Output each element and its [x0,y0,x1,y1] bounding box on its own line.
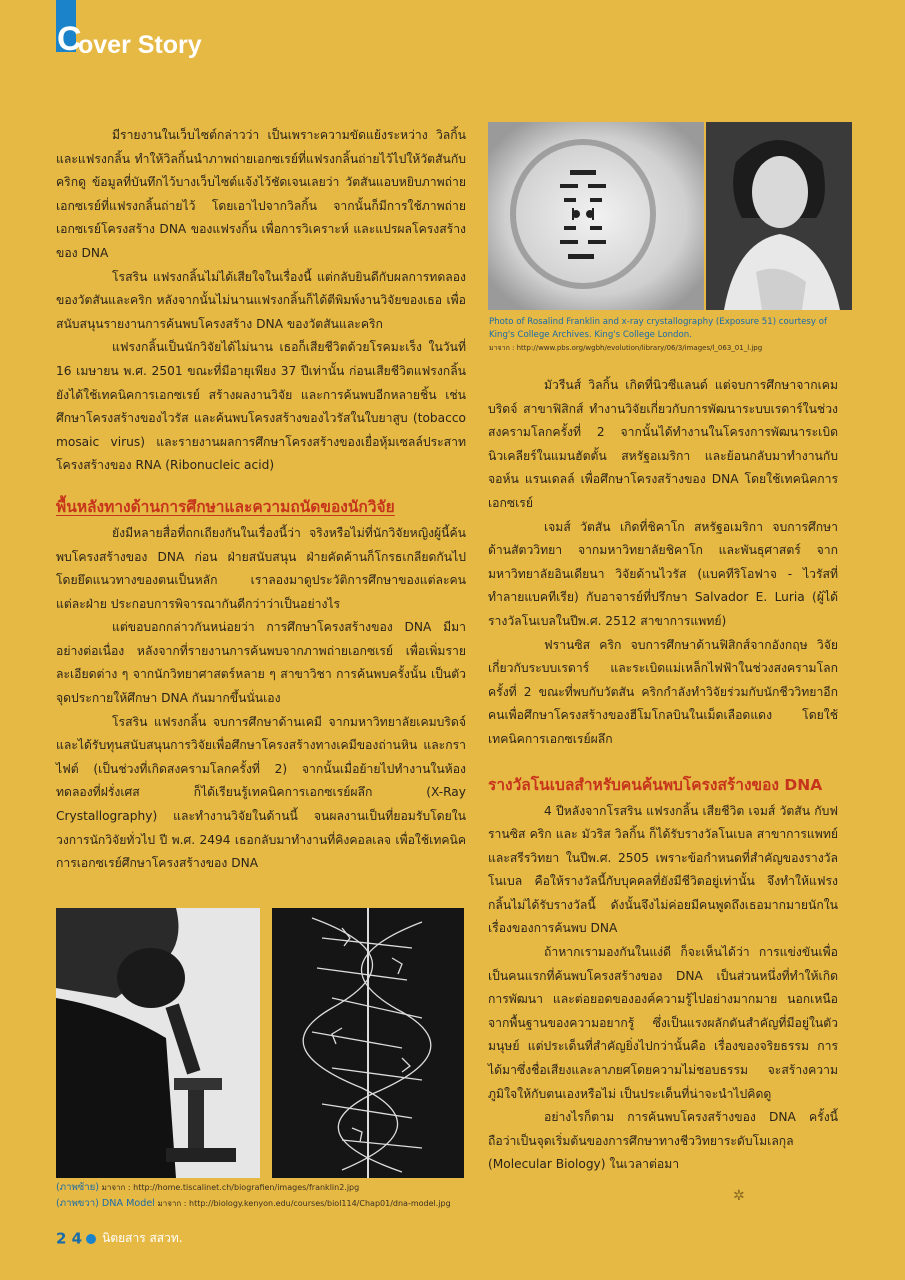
caption-line-right [56,1196,476,1212]
xray-diffraction-photo [488,122,704,310]
top-photo-caption [489,316,845,355]
paragraph: โรสริน แฟรงกลิ้น จบการศึกษาด้านเคมี จากมหาวิทยาลัยเคมบริดจ์ และได้รับทุนสนับสนุนการวิจัยเพื่อศึกษาโครงสร้างทางเคมีของถ่านหิน และกราไฟต์ (เป็นช่วงที่เกิดสงครามโลกครั้งที่ 2) จากนั้นเมื่อย้ายไปทำงานในห้องทดลองที่ฝรั่งเศส ก็ได้เรียนรู้เทคนิคการเอกซเรย์ผลึก (X-Ray Crystallography) และทำงานวิจัยในด้านนี้ จนผลงานเป็นที่ยอมรับโดยในวงการนักวิจัยทั่วไป ปี พ.ศ. 2494 เธอกลับมาทำงานที่คิงคอลเลจ เพื่อใช้เทคนิคการเอกซเรย์ศึกษาโครงสร้างของ DNA [56,714,466,871]
section-heading: พื้นหลังทางด้านการศึกษาและความถนัดของนักวิจัย [56,497,395,516]
header-title-initial: C [57,20,82,58]
page-footer [56,1228,183,1248]
paragraph: มีรายงานในเว็บไซต์กล่าวว่า เป็นเพราะความขัดแย้งระหว่าง วิลกิ้น และแฟรงกลิ้น ทำให้วิลกิ้นนำภาพถ่ายเอกซเรย์ที่แฟรงกลิ้นถ่ายไว้ไปให้วัตสันกับคริกดู ข้อมูลที่บันทึกไว้บางเว็บไซต์แจ้งไว้ชัดเจนเลยว่า วัตสันแอบหยิบภาพถ่ายเอกซเรย์ที่แฟรงกลิ้นถ่ายไว้ โดยเอาไปจากวิลกิ้น จากนั้นก็มีการใช้ภาพถ่ายเอกซเรย์โครงสร้าง DNA ของแฟรงกิ้น เพื่อการวิเคราะห์ และแปรผลโครงสร้างของ DNA [56,128,466,260]
caption-label: (ภาพซ้าย) [56,1182,100,1193]
left-column [56,124,466,876]
paragraph: ฟรานซิส คริก จบการศึกษาด้านฟิสิกส์จากอังกฤษ วิจัยเกี่ยวกับระบบเรดาร์ และระเบิดแม่เหล็กไฟฟ้าในช่วงสงครามโลกครั้งที่ 2 ขณะที่พบกับวัตสัน คริกกำลังทำวิจัยร่วมกับนักชีววิทยาอีกคนเพื่อศึกษาโครงสร้างของฮีโมโกลบินในเม็ดเลือดแดง โดยใช้เทคนิคการเอกซเรย์ผลึก [488,637,838,746]
dna-model-photo [272,908,464,1178]
end-ornament-icon: ✲ [733,1188,745,1204]
caption-line-left [56,1180,476,1196]
rosalind-franklin-photo [706,122,852,310]
paragraph: แฟรงกลิ้นเป็นนักวิจัยได้ไม่นาน เธอก็เสียชีวิตด้วยโรคมะเร็ง ในวันที่ 16 เมษายน พ.ศ. 2501 ขณะที่มีอายุเพียง 37 ปีเท่านั้น ก่อนเสียชีวิตแฟรงกลิ้นยังได้ใช้เทคนิคการเอกซเรย์ สร้างผลงานวิจัย และการค้นพบอีกหลายชิ้น เช่น ศึกษาโครงสร้างของไวรัส และค้นพบโครงสร้างของไวรัสในใบยาสูบ (tobacco mosaic virus) และรายงานผลการศึกษาโครงสร้างของเยื่อหุ้มเซลล์ประสาท โครงสร้างของ RNA (Ribonucleic acid) [56,340,466,473]
caption-text: Photo of Rosalind Franklin and x-ray crystallography (Exposure 51) courtesy of King's College Archives. King's College London. [489,317,828,340]
header-title: over Story [78,31,202,59]
footer-dot-icon [86,1234,96,1244]
bottom-photo-caption [56,1180,476,1212]
caption-label: (ภาพขวา) DNA Model [56,1198,155,1209]
paragraph: 4 ปีหลังจากโรสริน แฟรงกลิ้น เสียชีวิต เจมส์ วัตสัน กับฟรานซิส คริก และ มัวริส วิลกิ้น ก็ได้รับรางวัลโนเบล สาขาการแพทย์และสรีรวิทยา ในปีพ.ศ. 2505 เพราะข้อกำหนดที่สำคัญของรางวัลโนเบล คือให้รางวัลนี้กับบุคคลที่ยังมีชีวิตอยู่เท่านั้น จึงทำให้แฟรงกลิ้นไม่ได้รับรางวัลนี้ ดังนั้นจึงไม่ค่อยมีคนพูดถึงเธอมากมายนักในเรื่องของการค้นพบ DNA [488,803,838,936]
caption-source: มาจาก : http://biology.kenyon.edu/courses/biol114/Chap01/dna-model.jpg [157,1199,451,1208]
right-column [488,374,838,1177]
microscope-photo [56,908,260,1178]
paragraph: อย่างไรก็ตาม การค้นพบโครงสร้างของ DNA ครั้งนี้ ถือว่าเป็นจุดเริ่มต้นของการศึกษาทางชีววิทยาระดับโมเลกุล (Molecular Biology) ในเวลาต่อมา [488,1110,838,1172]
page-number: 2 4 [56,1229,83,1248]
paragraph: เจมส์ วัตสัน เกิดที่ชิคาโก สหรัฐอเมริกา จบการศึกษาด้านสัตววิทยา จากมหาวิทยาลัยชิคาโก และพันธุศาสตร์ จากมหาวิทยาลัยอินเดียนา วิจัยด้านไวรัส (แบคทีริโอฟาจ - ไวรัสที่ทำลายแบคทีเรีย) กับอาจารย์ที่ปรึกษา Salvador E. Luria (ผู้ได้รางวัลโนเบลในปีพ.ศ. 2512 สาขาการแพทย์) [488,519,838,628]
caption-source: มาจาก : http://www.pbs.org/wgbh/evolution/library/06/3/images/l_063_01_l.jpg [489,344,763,352]
section-heading: รางวัลโนเบลสำหรับคนค้นพบโครงสร้างของ DNA [488,775,823,794]
caption-source: มาจาก : http://home.tiscalinet.ch/biografien/images/franklin2.jpg [101,1183,360,1192]
paragraph: ถ้าหากเรามองกันในแง่ดี ก็จะเห็นได้ว่า การแข่งขันเพื่อเป็นคนแรกที่ค้นพบโครงสร้างของ DNA เป็นส่วนหนึ่งที่ทำให้เกิดการพัฒนา และต่อยอดขององค์ความรู้ไปอย่างมากมาย นอกเหนือจากพื้นฐานของความอยากรู้ ซึ่งเป็นแรงผลักดันสำคัญที่มีอยู่ในตัวมนุษย์ แต่ประเด็นที่สำคัญยิ่งไปกว่านั้นคือ เรื่องของจริยธรรม การได้มาซึ่งชื่อเสียงและลาภยศโดยความไม่ชอบธรรม จะสร้างความภูมิใจให้กับตนเองหรือไม่ เป็นประเด็นที่น่าจะนำไปคิดดู [488,945,838,1101]
paragraph: แต่ขอบอกกล่าวกันหน่อยว่า การศึกษาโครงสร้างของ DNA มีมาอย่างต่อเนื่อง หลังจากที่รายงานการค้นพบจากภาพถ่ายเอกซเรย์ เพื่อเพิ่มรายละเอียดต่าง ๆ จากนักวิทยาศาสตร์หลาย ๆ สาขาวิชา การค้นพบครั้งนั้น เป็นตัวจุดประกายให้ศึกษา DNA กันมากขึ้นนั่นเอง [56,620,466,706]
magazine-name: นิตยสาร สสวท. [102,1231,183,1245]
paragraph: ยังมีหลายสื่อที่ถกเถียงกันในเรื่องนี้ว่า จริงหรือไม่ที่นักวิจัยหญิงผู้นี้ค้นพบโครงสร้างของ DNA ก่อน ฝ่ายสนับสนุน ฝ่ายคัดค้านก็โกรธเกลียดกันไป โดยยึดแนวทางของตนเป็นหลัก เราลองมาดูประวัติการศึกษาของแต่ละคนแต่ละฝ่าย ประกอบการพิจารณากันดีกว่าว่าเป็นอย่างไร [56,525,466,611]
paragraph: โรสริน แฟรงกลิ้นไม่ได้เสียใจในเรื่องนี้ แต่กลับยินดีกับผลการทดลองของวัตสันและคริก หลังจากนั้นไม่นานแฟรงกลิ้นก็ได้ตีพิมพ์งานวิจัยของเธอ เพื่อสนับสนุนรายงานการค้นพบโครงสร้าง DNA ของวัตสันและคริก [56,269,466,331]
paragraph: มัวรีนส์ วิลกิ้น เกิดที่นิวซีแลนด์ แต่จบการศึกษาจากเคมบริดจ์ สาขาฟิสิกส์ ทำงานวิจัยเกี่ยวกับการพัฒนาระบบเรดาร์ในช่วงสงครามโลกครั้งที่ 2 จากนั้นได้ทำงานในโครงการพัฒนาระเบิดนิวเคลียร์ในแมนฮัตตั้น สหรัฐอเมริกา และย้อนกลับมาทำงานกับจอห์น แรนเดลล์ เพื่อศึกษาโครงสร้างของ DNA โดยใช้เทคนิคการเอกซเรย์ [488,378,838,510]
